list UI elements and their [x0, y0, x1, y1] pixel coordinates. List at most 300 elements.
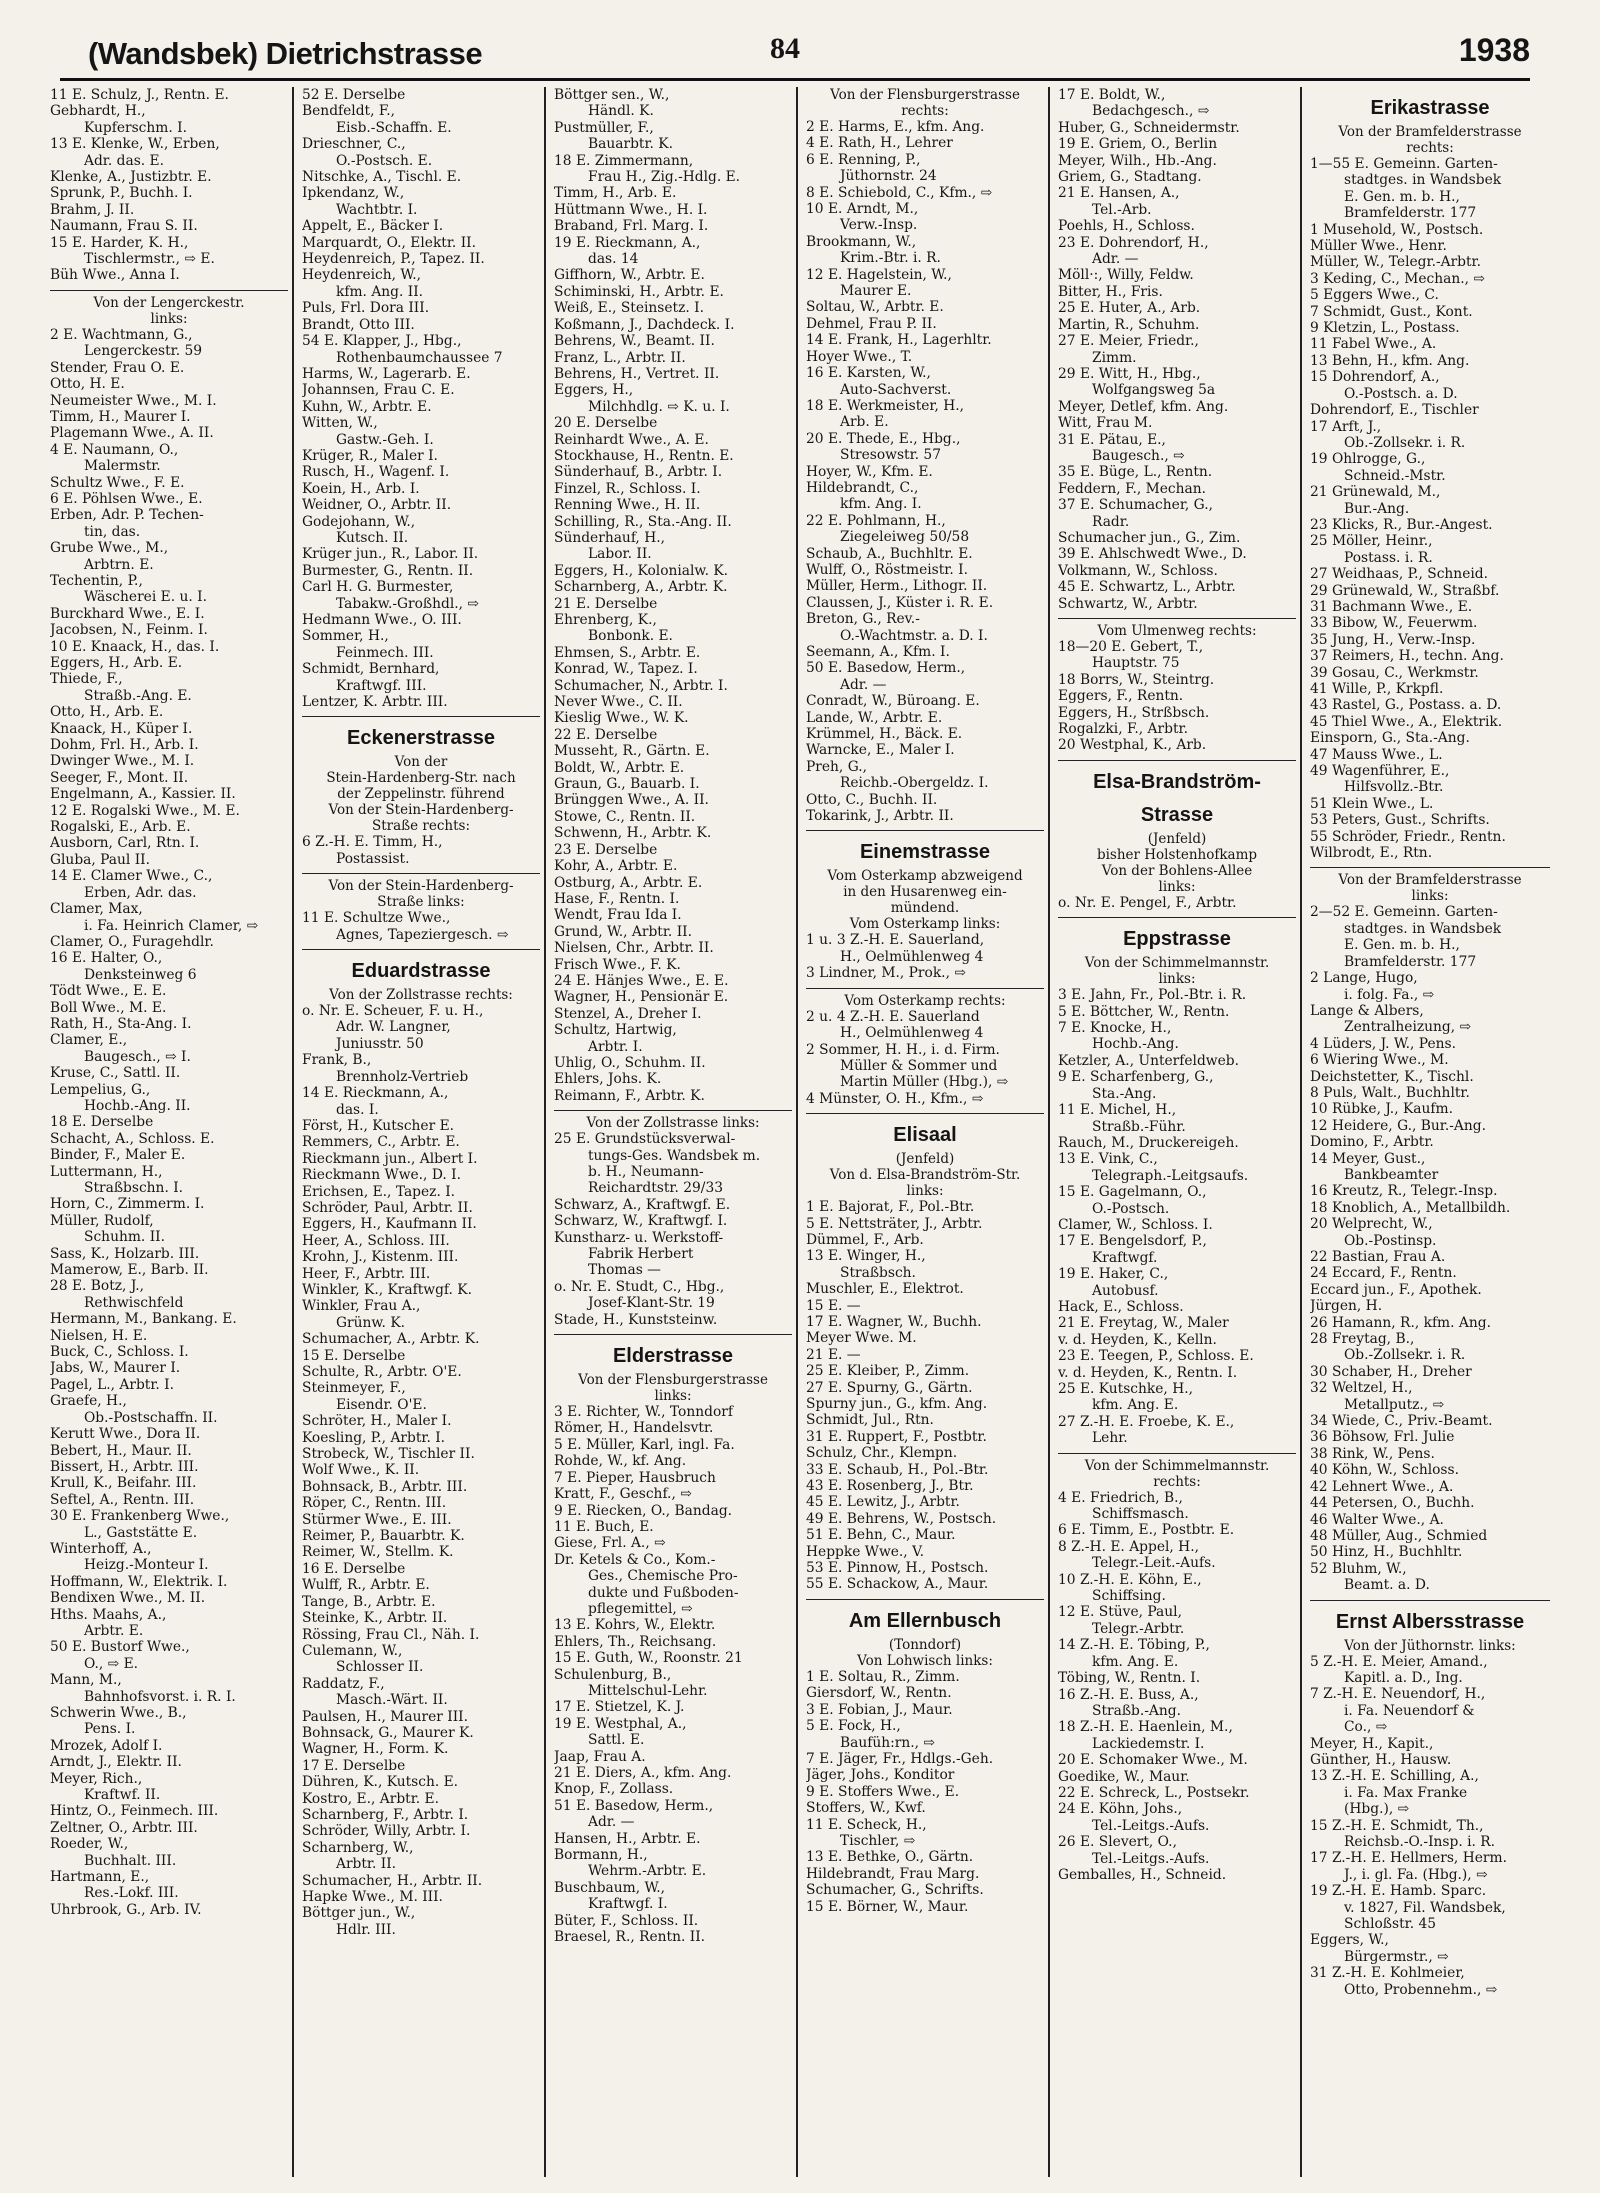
directory-entry-continuation: Pens. I.	[84, 1721, 136, 1738]
directory-entry: 10 E. Knaack, H., das. I.	[50, 638, 220, 655]
directory-entry: 54 E. Klapper, J., Hbg.,	[302, 333, 462, 350]
directory-entry: Franz, L., Arbtr. II.	[554, 349, 686, 366]
directory-entry: Schultz, Hartwig,	[554, 1022, 677, 1039]
directory-entry-continuation: b. H., Neumann-	[588, 1164, 704, 1180]
directory-entry: Winkler, Frau A.,	[302, 1298, 421, 1315]
directory-entry: Gemballes, H., Schneid.	[1058, 1866, 1227, 1883]
section-divider	[1058, 917, 1296, 918]
directory-entry-continuation: Ob.-Zollsekr. i. R.	[1344, 434, 1466, 451]
section-divider	[554, 1110, 792, 1111]
directory-entry-continuation: Eisendr. O'E.	[336, 1396, 427, 1413]
street-subheading: in den Husarenweg ein-	[843, 884, 1007, 901]
directory-entry: o. Nr. E. Pengel, F., Arbtr.	[1058, 894, 1237, 911]
directory-entry-continuation: Arbtr. II.	[336, 1856, 397, 1873]
directory-entry: 37 E. Schumacher, G.,	[1058, 497, 1213, 514]
directory-entry: Preh, G.,	[806, 758, 868, 775]
street-heading: Strasse	[1140, 803, 1214, 826]
directory-entry: Puls, Frl. Dora III.	[302, 300, 430, 317]
directory-entry: 13 Behn, H., kfm. Ang.	[1310, 352, 1470, 369]
directory-entry: 47 Mauss Wwe., L.	[1310, 746, 1443, 763]
directory-entry: Bendixen Wwe., M. II.	[50, 1590, 206, 1607]
directory-entry-continuation: Hauptstr. 75	[1092, 655, 1180, 672]
directory-entry: 24 E. Hänjes Wwe., E. E.	[554, 972, 729, 989]
street-subheading: Von der Jüthornstr. links:	[1344, 1637, 1516, 1654]
directory-entry-continuation: kfm. Ang. E.	[1092, 1653, 1179, 1670]
section-divider	[50, 290, 288, 291]
directory-entry: Johannsen, Frau C. E.	[302, 382, 455, 399]
directory-entry: Dohm, Frl. H., Arb. I.	[50, 737, 199, 754]
directory-entry: 11 E. Scheck, H.,	[806, 1816, 927, 1833]
directory-entry: 29 E. Witt, H., Hbg.,	[1058, 365, 1201, 382]
street-subheading: links:	[150, 310, 188, 327]
directory-entry-continuation: Straßb.-Ang.	[1092, 1702, 1181, 1719]
directory-entry-continuation: Zimm.	[1092, 349, 1137, 366]
directory-entry: Spurny jun., G., kfm. Ang.	[806, 1396, 988, 1412]
directory-entry-continuation: Hdlr. III.	[336, 1921, 396, 1938]
directory-entry-continuation: Gastw.-Geh. I.	[336, 431, 434, 448]
directory-entry: Ketzler, A., Unterfeldweb.	[1058, 1052, 1239, 1069]
directory-entry: Ipkendanz, W.,	[302, 185, 405, 202]
directory-entry: Bohnsack, B., Arbtr. III.	[302, 1478, 468, 1495]
directory-entry: 11 E. Schulz, J., Rentn. E.	[50, 87, 229, 103]
street-heading: Eckenerstrasse	[347, 727, 495, 750]
directory-entry: Ehrenberg, K.,	[554, 612, 657, 628]
directory-entry-continuation: Baufüh:rn., ⇨	[840, 1734, 935, 1751]
directory-entry-continuation: Radr.	[1092, 513, 1130, 530]
directory-entry: Schilling, R., Sta.-Ang. II.	[554, 513, 732, 530]
directory-entry: 6 E. Renning, P.,	[806, 151, 921, 168]
directory-entry: 3 Lindner, M., Prok., ⇨	[806, 965, 966, 982]
directory-entry: 5 E. Nettsträter, J., Arbtr.	[806, 1215, 983, 1232]
directory-entry: Hartmann, E.,	[50, 1869, 150, 1886]
directory-entry: 4 Lüders, J. W., Pens.	[1310, 1035, 1456, 1052]
directory-entry: 8 E. Schiebold, C., Kfm., ⇨	[806, 184, 993, 201]
directory-entry: Remmers, C., Arbtr. E.	[302, 1134, 460, 1151]
directory-entry: Stenzel, A., Dreher I.	[554, 1005, 702, 1022]
directory-entry-continuation: Bedachgesch., ⇨	[1092, 103, 1210, 120]
directory-entry-continuation: Hochb.-Ang.	[1092, 1036, 1179, 1053]
directory-entry: Koesling, P., Arbtr. I.	[302, 1429, 446, 1446]
directory-entry-continuation: Metallputz., ⇨	[1344, 1396, 1445, 1413]
directory-entry: Konrad, W., Tapez. I.	[554, 661, 698, 678]
directory-entry: Horn, C., Zimmerm. I.	[50, 1196, 205, 1213]
directory-entry: Rath, H., Sta-Ang. I.	[50, 1015, 192, 1032]
street-heading: Elisaal	[893, 1124, 957, 1147]
directory-entry-continuation: Buchhalt. III.	[84, 1852, 177, 1869]
directory-entry: 49 E. Behrens, W., Postsch.	[806, 1510, 997, 1527]
directory-entry: 18 Knoblich, A., Metallbildh.	[1310, 1199, 1511, 1216]
directory-entry-continuation: dukte und Fußboden-	[588, 1584, 739, 1601]
directory-entry: Stockhause, H., Rentn. E.	[554, 447, 734, 464]
directory-entry: 2 Sommer, H. H., i. d. Firm.	[806, 1041, 1000, 1058]
directory-entry: Clamer, Max,	[50, 901, 143, 918]
directory-entry: Soltau, W., Arbtr. E.	[806, 299, 944, 316]
directory-entry: 26 E. Slevert, O.,	[1058, 1834, 1177, 1851]
directory-entry-continuation: Straßbschn. I.	[84, 1180, 184, 1196]
directory-entry-continuation: tin, das.	[84, 523, 141, 540]
directory-entry: Brahm, J. II.	[50, 201, 135, 218]
directory-entry: 7 E. Knocke, H.,	[1058, 1020, 1172, 1037]
directory-entry-continuation: Schneid.-Mstr.	[1344, 467, 1446, 484]
directory-entry: Dümmel, F., Arb.	[806, 1231, 924, 1248]
directory-entry: 14 Z.-H. E. Töbing, P.,	[1058, 1637, 1210, 1654]
directory-entry: Braesel, R., Rentn. II.	[554, 1929, 706, 1946]
directory-entry: 11 E. Michel, H.,	[1058, 1102, 1177, 1119]
directory-entry-continuation: Kraftwgf.	[1092, 1249, 1158, 1266]
street-subheading: Stein-Hardenberg-Str. nach	[326, 770, 516, 787]
directory-entry: Hüttmann Wwe., H. I.	[554, 201, 708, 218]
directory-entry: 33 Bibow, W., Feuerwm.	[1310, 615, 1478, 632]
directory-entry-continuation: Kapitl. a. D., Ing.	[1344, 1669, 1463, 1686]
street-subheading: Straße rechts:	[371, 818, 471, 835]
directory-entry: 7 E. Jäger, Fr., Hdlgs.-Geh.	[806, 1750, 994, 1767]
directory-entry: Klenke, A., Justizbtr. E.	[50, 169, 212, 186]
directory-entry: Brandt, Otto III.	[302, 316, 415, 333]
directory-entry: Jäger, Johs., Konditor	[806, 1767, 955, 1784]
directory-entry: 4 E. Friedrich, B.,	[1058, 1489, 1183, 1506]
directory-entry: 16 Z.-H. E. Buss, A.,	[1058, 1686, 1199, 1703]
directory-entry: 5 E. Müller, Karl, ingl. Fa.	[554, 1436, 735, 1453]
directory-entry-continuation: Schiffsing.	[1092, 1588, 1166, 1605]
directory-entry: 19 Z.-H. E. Hamb. Sparc.	[1310, 1883, 1487, 1900]
directory-entry: Schumacher, G., Schrifts.	[806, 1882, 984, 1899]
street-subheading: links:	[1411, 888, 1449, 905]
directory-entry: 55 Schröder, Friedr., Rentn.	[1310, 828, 1506, 845]
section-divider	[1058, 1453, 1296, 1454]
section-divider	[1058, 760, 1296, 761]
directory-entry: Rogalzki, F., Arbtr.	[1058, 721, 1188, 738]
directory-entry: 20 E. Schomaker Wwe., M.	[1058, 1752, 1248, 1769]
directory-entry: Meyer, Detlef, kfm. Ang.	[1058, 398, 1229, 415]
directory-entry: 50 E. Basedow, Herm.,	[806, 660, 966, 677]
directory-entry: 13 Z.-H. E. Schilling, A.,	[1310, 1768, 1479, 1785]
directory-entry: Harms, W., Lagerarb. E.	[302, 365, 471, 382]
directory-entry: Kruse, C., Sattl. II.	[50, 1065, 181, 1082]
directory-entry-continuation: Juniusstr. 50	[336, 1035, 424, 1052]
directory-entry-continuation: v. 1827, Fil. Wandsbek,	[1344, 1899, 1506, 1916]
directory-entry-continuation: Wachtbtr. I.	[336, 201, 418, 218]
directory-entry: 6 E. Timm, E., Postbtr. E.	[1058, 1522, 1235, 1539]
directory-entry: Bormann, H.,	[554, 1847, 648, 1864]
directory-entry: 1 E. Soltau, R., Zimm.	[806, 1668, 960, 1685]
street-subheading: Von Lohwisch links:	[857, 1652, 993, 1669]
directory-entry-continuation: Telegr.-Arbtr.	[1092, 1620, 1185, 1637]
directory-entry: 15 E. Harder, K. H.,	[50, 234, 189, 251]
directory-entry-continuation: J., i. gl. Fa. (Hbg.), ⇨	[1344, 1866, 1488, 1883]
directory-entry: 3 Keding, C., Mechan., ⇨	[1310, 270, 1485, 287]
directory-entry-continuation: i. Fa. Max Franke	[1344, 1784, 1468, 1801]
directory-entry: Jaap, Frau A.	[554, 1748, 646, 1765]
directory-entry: Wagner, H., Form. K.	[302, 1741, 449, 1758]
street-heading: Elderstrasse	[612, 1345, 734, 1368]
directory-entry: Töbing, W., Rentn. I.	[1058, 1670, 1201, 1687]
directory-entry: Krüger, R., Maler I.	[302, 447, 438, 464]
directory-entry: 6 Z.-H. E. Timm, H.,	[302, 834, 443, 851]
directory-entry: 45 E. Lewitz, J., Arbtr.	[806, 1494, 960, 1511]
directory-entry-continuation: Verw.-Insp.	[840, 217, 918, 234]
street-subheading: links:	[1158, 878, 1196, 895]
directory-entry: Lange & Albers,	[1310, 1002, 1424, 1019]
directory-entry: 22 E. Derselbe	[554, 726, 658, 743]
directory-entry-continuation: Rothenbaumchaussee 7	[336, 349, 503, 366]
directory-entry: Feddern, F., Mechan.	[1058, 480, 1207, 497]
street-subheading: Vom Ulmenweg rechts:	[1097, 623, 1257, 639]
directory-entry: 28 E. Botz, J.,	[50, 1278, 145, 1295]
directory-entry: Schmidt, Bernhard,	[302, 661, 440, 678]
directory-entry: Schröder, Paul, Arbtr. II.	[302, 1199, 473, 1216]
directory-entry: Uhrbrook, G., Arb. IV.	[50, 1901, 202, 1918]
directory-entry: Brookmann, W.,	[806, 233, 917, 250]
directory-entry-continuation: Sta.-Ang.	[1092, 1085, 1157, 1102]
directory-entry: Knop, F., Zollass.	[554, 1781, 674, 1798]
column-6	[1306, 87, 1554, 2177]
directory-entry: Bitter, H., Fris.	[1058, 283, 1163, 300]
directory-entry: 3 E. Fobian, J., Maur.	[806, 1701, 953, 1718]
directory-entry: Kohr, A., Arbtr. E.	[554, 858, 678, 875]
directory-entry: Witten, W.,	[302, 415, 378, 432]
directory-entry-continuation: Baugesch., ⇨	[1092, 447, 1185, 464]
directory-entry: Müller, W., Telegr.-Arbtr.	[1310, 254, 1482, 271]
directory-entry: Schwarz, A., Kraftwgf. E.	[554, 1196, 731, 1213]
directory-entry: Techentin, P.,	[50, 572, 143, 589]
directory-entry: Kerutt Wwe., Dora II.	[50, 1426, 201, 1443]
directory-entry: Müller Wwe., Henr.	[1310, 238, 1447, 255]
directory-entry-continuation: Adr. —	[588, 1814, 635, 1831]
directory-entry: 27 Weidhaas, P., Schneid.	[1310, 566, 1488, 583]
directory-entry: 24 Eccard, F., Rentn.	[1310, 1265, 1457, 1282]
directory-entry: 21 E. Diers, A., kfm. Ang.	[554, 1765, 732, 1781]
street-heading: Elsa-Brandström-	[1093, 770, 1261, 793]
directory-entry: 15 Dohrendorf, A.,	[1310, 369, 1440, 386]
directory-entry: Bissert, H., Arbtr. III.	[50, 1458, 199, 1475]
directory-entry: Nitschke, A., Tischl. E.	[302, 169, 462, 186]
directory-entry: Först, H., Kutscher E.	[302, 1117, 455, 1134]
directory-entry-continuation: Rethwischfeld	[84, 1294, 184, 1311]
directory-entry-continuation: O.-Postsch. a. D.	[1344, 385, 1458, 402]
directory-entry: Meyer, Rich.,	[50, 1770, 143, 1787]
directory-entry: Rohde, W., kf. Ang.	[554, 1453, 687, 1470]
directory-entry-continuation: kfm. Ang. I.	[840, 496, 922, 513]
directory-entry: Goedike, W., Maur.	[1058, 1768, 1190, 1785]
directory-entry: Reinhardt Wwe., A. E.	[554, 431, 709, 448]
directory-entry-continuation: Hilfsvollz.-Btr.	[1344, 779, 1444, 796]
directory-entry: Mrozek, Adolf I.	[50, 1737, 163, 1754]
directory-entry: Hase, F., Rentn. I.	[554, 890, 680, 907]
directory-entry: Plagemann Wwe., A. II.	[50, 425, 214, 442]
directory-entry-continuation: Händl. K.	[588, 103, 654, 120]
directory-entry: 27 E. Spurny, G., Gärtn.	[806, 1379, 973, 1396]
directory-entry: 35 Jung, H., Verw.-Insp.	[1310, 631, 1476, 648]
directory-entry: Eggers, F., Rentn.	[1058, 688, 1184, 705]
directory-entry-continuation: Malermstr.	[84, 458, 161, 475]
directory-entry: 13 E. Vink, C.,	[1058, 1151, 1158, 1168]
directory-entry-continuation: Agnes, Tapeziergesch. ⇨	[336, 926, 509, 943]
street-subheading: Von d. Elsa-Brandström-Str.	[829, 1167, 1021, 1184]
directory-entry-continuation: L., Gaststätte E.	[84, 1524, 198, 1541]
directory-entry: Hoffmann, W., Elektrik. I.	[50, 1573, 228, 1590]
directory-entry-continuation: Adr. W. Langner,	[336, 1019, 451, 1036]
directory-entry: 2—52 E. Gemeinn. Garten-	[1310, 904, 1498, 921]
directory-entry-continuation: Wehrm.-Arbtr. E.	[588, 1863, 707, 1880]
directory-entry: Warncke, E., Maler I.	[806, 742, 955, 759]
directory-entry: 17 Arft, J.,	[1310, 418, 1382, 435]
directory-entry: 19 E. Westphal, A.,	[554, 1715, 687, 1732]
directory-entry: Heer, A., Schloss. III.	[302, 1232, 450, 1249]
directory-entry: Sommer, H.,	[302, 628, 389, 645]
directory-entry: 52 Bluhm, W.,	[1310, 1560, 1407, 1577]
directory-entry: Wendt, Frau Ida I.	[554, 907, 682, 924]
directory-entry-continuation: Mittelschul-Lehr.	[588, 1682, 708, 1699]
directory-entry: 29 Grünewald, W., Straßbf.	[1310, 582, 1500, 599]
street-subheading: (Jenfeld)	[1147, 830, 1207, 847]
directory-entry-continuation: Denksteinweg 6	[84, 966, 197, 983]
directory-entry: 23 Klicks, R., Bur.-Angest.	[1310, 516, 1493, 533]
directory-entry-continuation: Co., ⇨	[1344, 1719, 1388, 1736]
directory-entry: Appelt, E., Bäcker I.	[302, 218, 444, 235]
directory-entry: 42 Lehnert Wwe., A.	[1310, 1478, 1454, 1495]
directory-entry: Otto, C., Buchh. II.	[806, 791, 938, 808]
directory-entry: 44 Petersen, O., Buchh.	[1310, 1495, 1475, 1512]
directory-entry: Müller, Rudolf,	[50, 1212, 154, 1229]
directory-entry: Giersdorf, W., Rentn.	[806, 1685, 952, 1702]
directory-entry-continuation: Bauarbtr. K.	[588, 136, 673, 153]
directory-entry-continuation: Wolfgangsweg 5a	[1092, 382, 1216, 399]
directory-entry: Boll Wwe., M. E.	[50, 999, 167, 1016]
directory-entry-continuation: Bankbeamter	[1344, 1166, 1439, 1183]
directory-entry-continuation: Bürgermstr., ⇨	[1344, 1948, 1449, 1965]
directory-entry-continuation: Maurer E.	[840, 283, 912, 300]
directory-entry: Raddatz, F.,	[302, 1675, 385, 1692]
directory-entry: Braband, Frl. Marg. I.	[554, 218, 709, 235]
directory-entry: Paulsen, H., Maurer III.	[302, 1708, 468, 1725]
street-subheading: Vom Osterkamp abzweigend	[827, 868, 1023, 885]
directory-entry-continuation: Stresowstr. 57	[840, 447, 941, 464]
directory-entry: 17 E. Wagner, W., Buchh.	[806, 1313, 982, 1330]
directory-entry: 15 Z.-H. E. Schmidt, Th.,	[1310, 1817, 1484, 1834]
directory-entry: Reimer, W., Stellm. K.	[302, 1544, 454, 1561]
directory-entry: 5 E. Böttcher, W., Rentn.	[1058, 1003, 1230, 1020]
directory-entry-continuation: Masch.-Wärt. II.	[336, 1692, 448, 1709]
street-subheading: Von der Schimmelmannstr.	[1084, 955, 1270, 972]
directory-entry: Seeger, F., Mont. II.	[50, 769, 189, 786]
directory-entry: v. d. Heyden, K., Kelln.	[1058, 1331, 1217, 1348]
directory-entry: Hedmann Wwe., O. III.	[302, 612, 462, 628]
directory-entry: Hansen, H., Arbtr. E.	[554, 1830, 701, 1847]
directory-entry: Hildebrandt, Frau Marg.	[806, 1865, 980, 1882]
directory-entry: Schiminski, H., Arbtr. E.	[554, 283, 724, 300]
directory-entry: 39 Gosau, C., Werkmstr.	[1310, 664, 1479, 681]
street-heading: Eppstrasse	[1123, 928, 1231, 951]
directory-entry: 40 Köhn, W., Schloss.	[1310, 1462, 1459, 1479]
directory-entry: 15 E. Gagelmann, O.,	[1058, 1184, 1207, 1201]
directory-entry: 49 Wagenführer, E.,	[1310, 763, 1450, 780]
directory-entry: Winterhoff, A.,	[50, 1540, 152, 1557]
directory-entry: Godejohann, W.,	[302, 513, 416, 530]
column-2	[298, 87, 546, 2177]
directory-entry: Krüger jun., R., Labor. II.	[302, 546, 479, 563]
directory-entry: 16 E. Karsten, W.,	[806, 365, 931, 382]
directory-entry: Steinke, K., Arbtr. II.	[302, 1610, 448, 1627]
section-divider	[1058, 618, 1296, 619]
directory-entry-continuation: Krim.-Btr. i. R.	[840, 250, 941, 267]
directory-entry-continuation: Bonbonk. E.	[588, 628, 673, 645]
directory-entry: 18—20 E. Gebert, T.,	[1058, 639, 1204, 655]
directory-entry: Scharnberg, A., Arbtr. K.	[554, 579, 728, 596]
section-divider	[806, 988, 1044, 989]
directory-entry: Stoffers, W., Kwf.	[806, 1800, 926, 1817]
directory-entry: 21 Grünewald, M.,	[1310, 484, 1441, 501]
street-heading: Erikastrasse	[1370, 97, 1490, 119]
directory-entry: 13 E. Kohrs, W., Elektr.	[554, 1617, 716, 1634]
directory-entry: 9 Kletzin, L., Postass.	[1310, 320, 1460, 337]
directory-entry: Ehlers, Johs. K.	[554, 1071, 662, 1088]
directory-entry: 17 E. Boldt, W.,	[1058, 87, 1166, 103]
directory-entry: 12 E. Hagelstein, W.,	[806, 266, 952, 283]
directory-entry-continuation: Adr. —	[840, 676, 887, 693]
directory-entry-continuation: Kutsch. II.	[336, 529, 409, 546]
directory-entry: Timm, H., Maurer I.	[50, 408, 191, 425]
directory-entry: Clamer, E.,	[50, 1032, 128, 1049]
directory-entry: Rogalski, E., Arb. E.	[50, 819, 191, 836]
directory-entry: Eggers, H., Arb. E.	[50, 655, 183, 671]
directory-entry-continuation: Autobusf.	[1092, 1282, 1159, 1299]
directory-entry: Nielsen, Chr., Arbtr. II.	[554, 940, 714, 957]
directory-entry: Eggers, H., Kaufmann II.	[302, 1216, 477, 1233]
directory-entry: Ausborn, Carl, Rtn. I.	[50, 835, 200, 852]
page-header	[60, 14, 1530, 72]
directory-entry-continuation: Lackiedemstr. I.	[1092, 1735, 1205, 1752]
directory-entry: Kratt, F., Geschf., ⇨	[554, 1486, 692, 1503]
section-divider	[302, 949, 540, 950]
directory-entry: 22 E. Schreck, L., Postsekr.	[1058, 1784, 1250, 1801]
directory-entry: 5 E. Fock, H.,	[806, 1718, 901, 1735]
directory-entry-continuation: das. 14	[588, 251, 639, 268]
directory-entry: Behrens, W., Beamt. II.	[554, 333, 715, 350]
directory-entry-continuation: Thomas —	[588, 1262, 661, 1279]
directory-entry: 35 E. Büge, L., Rentn.	[1058, 464, 1213, 481]
directory-entry: Eggers, H.,	[554, 382, 634, 399]
directory-entry: 37 Reimers, H., techn. Ang.	[1310, 648, 1504, 665]
directory-entry: Tange, B., Arbtr. E.	[302, 1593, 436, 1610]
directory-entry: Otto, H., Arb. E.	[50, 704, 164, 721]
directory-entry: 9 E. Riecken, O., Bandag.	[554, 1502, 733, 1519]
directory-entry: 43 Rastel, G., Postass. a. D.	[1310, 697, 1502, 714]
directory-entry: Heydenreich, P., Tapez. II.	[302, 251, 485, 268]
directory-entry: Sprunk, P., Buchh. I.	[50, 185, 193, 202]
directory-entry: 8 Z.-H. E. Appel, H.,	[1058, 1538, 1199, 1555]
directory-entry: Huber, G., Schneidermstr.	[1058, 119, 1240, 136]
directory-entry: 6 Wiering Wwe., M.	[1310, 1052, 1449, 1069]
directory-entry: Reimer, P., Bauarbtr. K.	[302, 1528, 465, 1545]
directory-entry: 16 E. Derselbe	[302, 1560, 406, 1577]
directory-entry-continuation: Fabrik Herbert	[588, 1246, 694, 1263]
directory-entry: 5 Z.-H. E. Meier, Amand.,	[1310, 1653, 1488, 1670]
directory-entry: Marquardt, O., Elektr. II.	[302, 234, 476, 251]
directory-entry: 33 E. Schaub, H., Pol.-Btr.	[806, 1461, 989, 1478]
directory-entry: Eggers, H., Strßbsch.	[1058, 704, 1210, 721]
year-label: 1938	[1458, 32, 1530, 68]
directory-entry: 6 E. Pöhlsen Wwe., E.	[50, 490, 203, 507]
section-divider	[302, 716, 540, 717]
directory-entry-continuation: tungs-Ges. Wandsbek m.	[588, 1147, 761, 1164]
directory-entry: 51 E. Basedow, Herm.,	[554, 1797, 714, 1814]
directory-entry: 38 Rink, W., Pens.	[1310, 1445, 1435, 1462]
directory-entry-continuation: Jüthornstr. 24	[840, 168, 937, 185]
directory-entry: 13 E. Winger, H.,	[806, 1248, 926, 1265]
directory-entry-continuation: Müller & Sommer und	[840, 1057, 998, 1074]
directory-entry-continuation: Postassist.	[336, 850, 410, 867]
directory-entry-continuation: Tabakw.-Großhdl., ⇨	[336, 595, 479, 612]
